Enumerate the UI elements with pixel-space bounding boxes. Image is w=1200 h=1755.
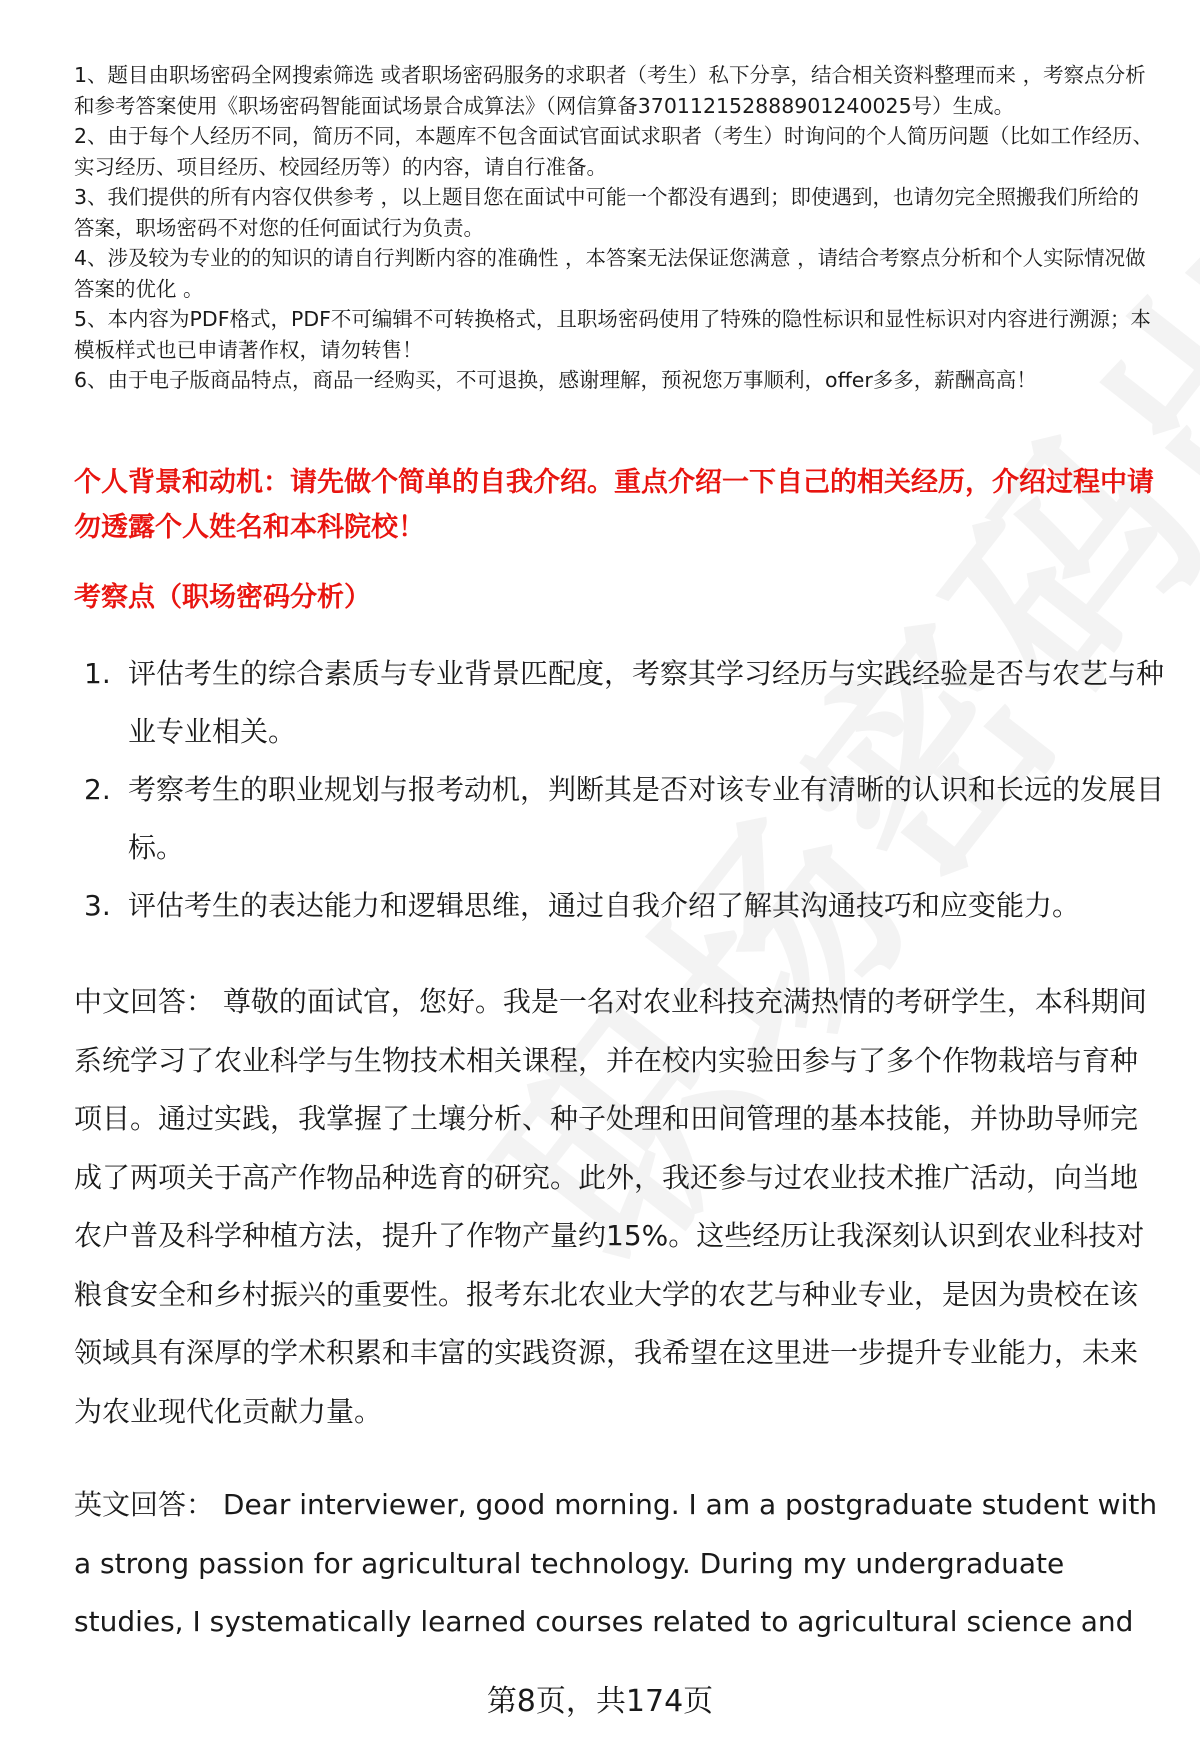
list-number: 1.: [84, 657, 111, 690]
disclaimer-item: 3、我们提供的所有内容仅供参考 ，以上题目您在面试中可能一个都没有遇到；即使遇到，也请勿完全照搬我们所给的答案，职场密码不对您的任何面试行为负责。: [74, 185, 1140, 240]
question-heading: 个人背景和动机：请先做个简单的自我介绍。重点介绍一下自己的相关经历，介绍过程中请勿透露个人姓名和本科院校！: [74, 467, 1154, 543]
disclaimer-item: 5、本内容为PDF格式，PDF不可编辑不可转换格式，且职场密码使用了特殊的隐性标识和显性标识对内容进行溯源；本模板样式也已申请著作权，请勿转售！: [74, 307, 1151, 362]
section-title: 考察点（职场密码分析）: [74, 582, 371, 613]
list-item: [84, 761, 1164, 877]
chinese-answer: 中文回答： 尊敬的面试官，您好。我是一名对农业科技充满热情的考研学生，本科期间系统学习了农业科学与生物技术相关课程，并在校内实验田参与了多个作物栽培与育种项目。通过实践，我掌握了土壤分析、种子处理和田间管理的基本技能，并协助导师完成了两项关于高产作物品种选育的研究。此外，我还参与过农业技术推广活动，向当地农户普及科学种植方法，提升了作物产量约15%。这些经历让我深刻认识到农业科技对粮食安全和乡村振兴的重要性。报考东北农业大学的农艺与种业专业，是因为贵校在该领域具有深厚的学术积累和丰富的实践资源，我希望在这里进一步提升专业能力，未来为农业现代化贡献力量。: [74, 985, 1147, 1428]
english-answer: 英文回答： Dear interviewer, good morning. I am a postgraduate student with a strong passion for agricultural technology. During my undergraduate studies, I systematically learned courses related to agricultural science and: [74, 1488, 1158, 1638]
list-text: 考察考生的职业规划与报考动机，判断其是否对该专业有清晰的认识和长远的发展目标。: [128, 773, 1165, 864]
disclaimer-item: 1、题目由职场密码全网搜索筛选 或者职场密码服务的求职者（考生）私下分享，结合相关资料整理而来 ，考察点分析和参考答案使用《职场密码智能面试场景合成算法》（网信算备370112152888901240025号）生成。: [74, 63, 1146, 118]
disclaimer-item: 2、由于每个人经历不同，简历不同，本题库不包含面试官面试求职者（考生）时询问的个人简历问题（比如工作经历、实习经历、项目经历、校园经历等）的内容，请自行准备。: [74, 124, 1154, 179]
assessment-points: [84, 645, 1164, 935]
list-text: 评估考生的表达能力和逻辑思维，通过自我介绍了解其沟通技巧和应变能力。: [128, 889, 1081, 922]
disclaimer-block: [74, 60, 1154, 396]
disclaimer-item: 6、由于电子版商品特点，商品一经购买，不可退换，感谢理解，预祝您万事顺利，offer多多，薪酬高高！: [74, 368, 1037, 392]
list-text: 评估考生的综合素质与专业背景匹配度，考察其学习经历与实践经验是否与农艺与种业专业相关。: [128, 657, 1165, 748]
list-item: [84, 645, 1164, 761]
disclaimer-item: 4、涉及较为专业的的知识的请自行判断内容的准确性 ，本答案无法保证您满意 ，请结合考察点分析和个人实际情况做答案的优化 。: [74, 246, 1146, 301]
page-number: 第8页，共174页: [486, 1684, 714, 1719]
list-number: 3.: [84, 889, 111, 922]
list-number: 2.: [84, 773, 111, 806]
list-item: [84, 877, 1164, 935]
